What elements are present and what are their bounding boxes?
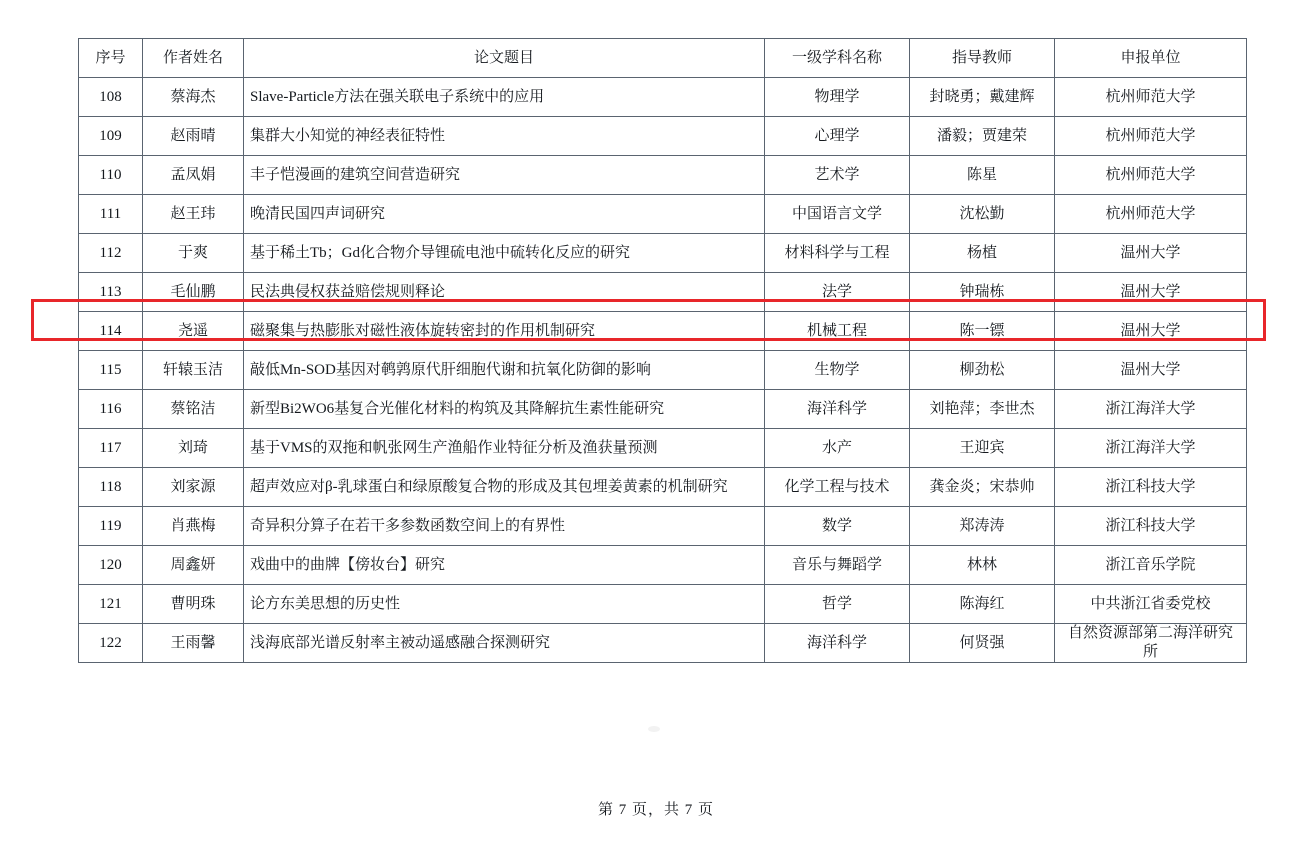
table-header-row [79, 39, 1247, 78]
cell-title: 集群大小知觉的神经表征特性 [244, 117, 765, 156]
column-header-unit: 申报单位 [1055, 39, 1247, 78]
cell-index: 116 [79, 390, 143, 429]
table-row [79, 78, 1247, 117]
cell-title: 浅海底部光谱反射率主被动遥感融合探测研究 [244, 624, 765, 663]
cell-teacher: 潘毅；贾建荣 [910, 117, 1055, 156]
cell-teacher: 王迎宾 [910, 429, 1055, 468]
table-row [79, 117, 1247, 156]
cell-title: 民法典侵权获益赔偿规则释论 [244, 273, 765, 312]
cell-title: 基于VMS的双拖和帆张网生产渔船作业特征分析及渔获量预测 [244, 429, 765, 468]
cell-teacher: 林林 [910, 546, 1055, 585]
table-row [79, 468, 1247, 507]
cell-author: 周鑫妍 [143, 546, 244, 585]
cell-author: 刘琦 [143, 429, 244, 468]
cell-title: Slave-Particle方法在强关联电子系统中的应用 [244, 78, 765, 117]
table-row [79, 234, 1247, 273]
cell-index: 113 [79, 273, 143, 312]
cell-teacher: 陈海红 [910, 585, 1055, 624]
cell-title: 新型Bi2WO6基复合光催化材料的构筑及其降解抗生素性能研究 [244, 390, 765, 429]
cell-index: 110 [79, 156, 143, 195]
cell-title: 基于稀土Tb；Gd化合物介导锂硫电池中硫转化反应的研究 [244, 234, 765, 273]
cell-author: 王雨馨 [143, 624, 244, 663]
cell-index: 108 [79, 78, 143, 117]
table-row [79, 546, 1247, 585]
cell-author: 刘家源 [143, 468, 244, 507]
cell-discipline: 海洋科学 [765, 624, 910, 663]
cell-discipline: 材料科学与工程 [765, 234, 910, 273]
table-row [79, 195, 1247, 234]
cell-index: 121 [79, 585, 143, 624]
cell-unit: 中共浙江省委党校 [1055, 585, 1247, 624]
cell-discipline: 海洋科学 [765, 390, 910, 429]
results-table-container [78, 38, 1246, 663]
cell-author: 赵雨晴 [143, 117, 244, 156]
cell-unit: 浙江音乐学院 [1055, 546, 1247, 585]
cell-index: 120 [79, 546, 143, 585]
cell-discipline: 机械工程 [765, 312, 910, 351]
table-row [79, 351, 1247, 390]
cell-author: 曹明珠 [143, 585, 244, 624]
cell-discipline: 哲学 [765, 585, 910, 624]
cell-teacher: 杨植 [910, 234, 1055, 273]
column-header-index: 序号 [79, 39, 143, 78]
cell-author: 赵王玮 [143, 195, 244, 234]
cell-unit: 浙江海洋大学 [1055, 390, 1247, 429]
table-row [79, 429, 1247, 468]
cell-unit: 温州大学 [1055, 234, 1247, 273]
cell-unit: 杭州师范大学 [1055, 195, 1247, 234]
cell-teacher: 龚金炎；宋恭帅 [910, 468, 1055, 507]
cell-author: 孟凤娟 [143, 156, 244, 195]
cell-title: 磁聚集与热膨胀对磁性液体旋转密封的作用机制研究 [244, 312, 765, 351]
cell-index: 115 [79, 351, 143, 390]
cell-unit: 温州大学 [1055, 273, 1247, 312]
table-row [79, 156, 1247, 195]
cell-index: 109 [79, 117, 143, 156]
cell-author: 于爽 [143, 234, 244, 273]
column-header-discipline: 一级学科名称 [765, 39, 910, 78]
cell-discipline: 艺术学 [765, 156, 910, 195]
cell-author: 蔡海杰 [143, 78, 244, 117]
cell-unit: 杭州师范大学 [1055, 156, 1247, 195]
paper-smudge [648, 726, 660, 732]
cell-author: 肖燕梅 [143, 507, 244, 546]
cell-discipline: 化学工程与技术 [765, 468, 910, 507]
cell-teacher: 陈星 [910, 156, 1055, 195]
cell-teacher: 何贤强 [910, 624, 1055, 663]
cell-discipline: 数学 [765, 507, 910, 546]
cell-discipline: 法学 [765, 273, 910, 312]
cell-author: 毛仙鹏 [143, 273, 244, 312]
cell-unit: 杭州师范大学 [1055, 117, 1247, 156]
cell-title: 奇异积分算子在若干多参数函数空间上的有界性 [244, 507, 765, 546]
cell-index: 118 [79, 468, 143, 507]
table-row [79, 390, 1247, 429]
cell-author: 尧遥 [143, 312, 244, 351]
cell-author: 蔡铭洁 [143, 390, 244, 429]
cell-unit: 温州大学 [1055, 312, 1247, 351]
cell-teacher: 钟瑞栋 [910, 273, 1055, 312]
table-row [79, 624, 1247, 663]
cell-title: 论方东美思想的历史性 [244, 585, 765, 624]
cell-unit: 浙江科技大学 [1055, 468, 1247, 507]
cell-discipline: 水产 [765, 429, 910, 468]
column-header-title: 论文题目 [244, 39, 765, 78]
cell-index: 111 [79, 195, 143, 234]
table-row [79, 507, 1247, 546]
column-header-author: 作者姓名 [143, 39, 244, 78]
cell-title: 戏曲中的曲牌【傍妆台】研究 [244, 546, 765, 585]
cell-teacher: 陈一镖 [910, 312, 1055, 351]
cell-index: 119 [79, 507, 143, 546]
table-row [79, 585, 1247, 624]
cell-teacher: 封晓勇；戴建辉 [910, 78, 1055, 117]
cell-index: 122 [79, 624, 143, 663]
cell-title: 丰子恺漫画的建筑空间营造研究 [244, 156, 765, 195]
column-header-teacher: 指导教师 [910, 39, 1055, 78]
cell-unit: 温州大学 [1055, 351, 1247, 390]
cell-unit: 杭州师范大学 [1055, 78, 1247, 117]
cell-discipline: 生物学 [765, 351, 910, 390]
results-table [78, 38, 1247, 663]
cell-unit: 自然资源部第二海洋研究所 [1055, 624, 1247, 663]
cell-teacher: 刘艳萍；李世杰 [910, 390, 1055, 429]
cell-title: 晚清民国四声词研究 [244, 195, 765, 234]
table-row [79, 273, 1247, 312]
cell-index: 114 [79, 312, 143, 351]
cell-discipline: 心理学 [765, 117, 910, 156]
table-row-highlighted [79, 312, 1247, 351]
cell-title: 敲低Mn-SOD基因对鹌鹑原代肝细胞代谢和抗氧化防御的影响 [244, 351, 765, 390]
cell-unit: 浙江海洋大学 [1055, 429, 1247, 468]
cell-index: 112 [79, 234, 143, 273]
cell-teacher: 柳劲松 [910, 351, 1055, 390]
cell-title: 超声效应对β-乳球蛋白和绿原酸复合物的形成及其包埋姜黄素的机制研究 [244, 468, 765, 507]
cell-teacher: 郑涛涛 [910, 507, 1055, 546]
cell-index: 117 [79, 429, 143, 468]
cell-discipline: 物理学 [765, 78, 910, 117]
cell-discipline: 中国语言文学 [765, 195, 910, 234]
cell-teacher: 沈松勤 [910, 195, 1055, 234]
page-footer: 第 7 页，共 7 页 [597, 802, 714, 818]
cell-author: 轩辕玉洁 [143, 351, 244, 390]
cell-unit: 浙江科技大学 [1055, 507, 1247, 546]
cell-discipline: 音乐与舞蹈学 [765, 546, 910, 585]
